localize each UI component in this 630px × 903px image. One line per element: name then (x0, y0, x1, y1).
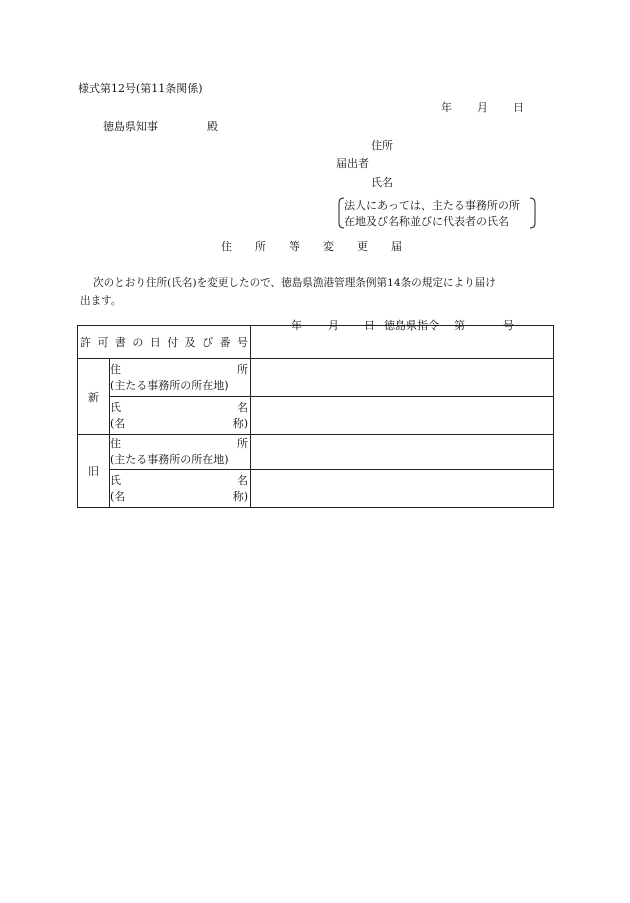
title-char: 等 (289, 240, 300, 253)
form-number: 様式第12号(第11条関係) (78, 82, 203, 95)
permit-label-char: 可 (97, 336, 109, 349)
permit-year: 年 (291, 319, 302, 332)
body-line-2: 出ます。 (80, 295, 122, 307)
permit-label-char: 許 (80, 336, 91, 349)
new-name-row (78, 397, 554, 435)
address-sub-label: (主たる事務所の所在地) (110, 453, 229, 466)
name-sub-label-char: 称) (232, 416, 248, 430)
old-address-value[interactable] (251, 435, 554, 470)
name-label-char: 氏 (110, 473, 121, 487)
permit-label-char: 号 (236, 336, 248, 349)
addressee: 徳島県知事 (103, 120, 158, 133)
old-name-value[interactable] (251, 470, 554, 508)
name-sub-label-char: (名 (110, 489, 126, 503)
old-name-row (78, 470, 554, 508)
name-sub-label-char: 称) (232, 489, 248, 503)
old-address-label (110, 435, 251, 470)
honorific: 殿 (207, 120, 218, 133)
permit-designation: 徳島県指令 (384, 319, 439, 332)
address-label-char: 所 (237, 362, 248, 376)
address-label-char: 住 (110, 362, 121, 376)
permit-dai: 第 (454, 319, 465, 332)
name-label-char: 名 (237, 400, 248, 414)
permit-label-char: 書 (114, 336, 126, 349)
permit-label-char: 日 (149, 336, 161, 349)
permit-label-char: 番 (219, 336, 231, 349)
permit-day: 日 (364, 319, 375, 332)
date-year-label: 年 (441, 101, 452, 114)
name-label-char: 名 (237, 473, 248, 487)
submitter-label: 届出者 (336, 157, 369, 170)
new-name-value[interactable] (251, 397, 554, 435)
permit-go: 号 (503, 319, 514, 332)
title-char: 届 (391, 240, 402, 253)
old-label: 旧 (88, 465, 99, 478)
permit-label-char: 付 (167, 336, 179, 349)
new-label: 新 (88, 390, 99, 404)
old-name-label (110, 470, 251, 508)
new-name-label (110, 397, 251, 435)
address-label-char: 住 (110, 437, 121, 450)
corporation-note-line2: 在地及び名称並びに代表者の氏名 (344, 215, 509, 228)
title-char: 変 (323, 240, 334, 253)
old-label-cell (78, 435, 110, 508)
title-char: 住 (221, 240, 232, 253)
permit-label-char: び (202, 336, 214, 349)
permit-value-cell[interactable] (251, 319, 554, 359)
permit-label-cell (78, 326, 251, 359)
address-sub-label: (主たる事務所の所在地) (110, 378, 229, 392)
new-address-value[interactable] (251, 359, 554, 397)
corporation-note-line1: 法人にあっては、主たる事務所の所 (344, 199, 520, 212)
new-address-row (78, 359, 554, 397)
title-char: 所 (255, 240, 266, 253)
name-label-char: 氏 (110, 400, 121, 414)
permit-row (78, 326, 554, 359)
change-table (77, 319, 554, 508)
document-title (221, 240, 402, 254)
name-sub-label-char: (名 (110, 416, 126, 430)
permit-label (78, 334, 250, 350)
date-month-label: 月 (477, 101, 488, 114)
submitter-address-label: 住所 (371, 139, 393, 152)
permit-label-char: の (132, 336, 144, 349)
address-label-char: 所 (237, 437, 248, 450)
title-char: 更 (357, 240, 368, 253)
submitter-name-label: 氏名 (371, 176, 393, 189)
new-address-label (110, 359, 251, 397)
new-label-cell (78, 359, 110, 435)
permit-label-char: 及 (184, 336, 196, 349)
corporation-note (338, 197, 536, 229)
permit-month: 月 (328, 319, 339, 332)
body-line-1: 次のとおり住所(氏名)を変更したので、徳島県漁港管理条例第14条の規定により届け (93, 277, 496, 289)
old-address-row (78, 435, 554, 470)
date-day-label: 日 (513, 101, 524, 114)
